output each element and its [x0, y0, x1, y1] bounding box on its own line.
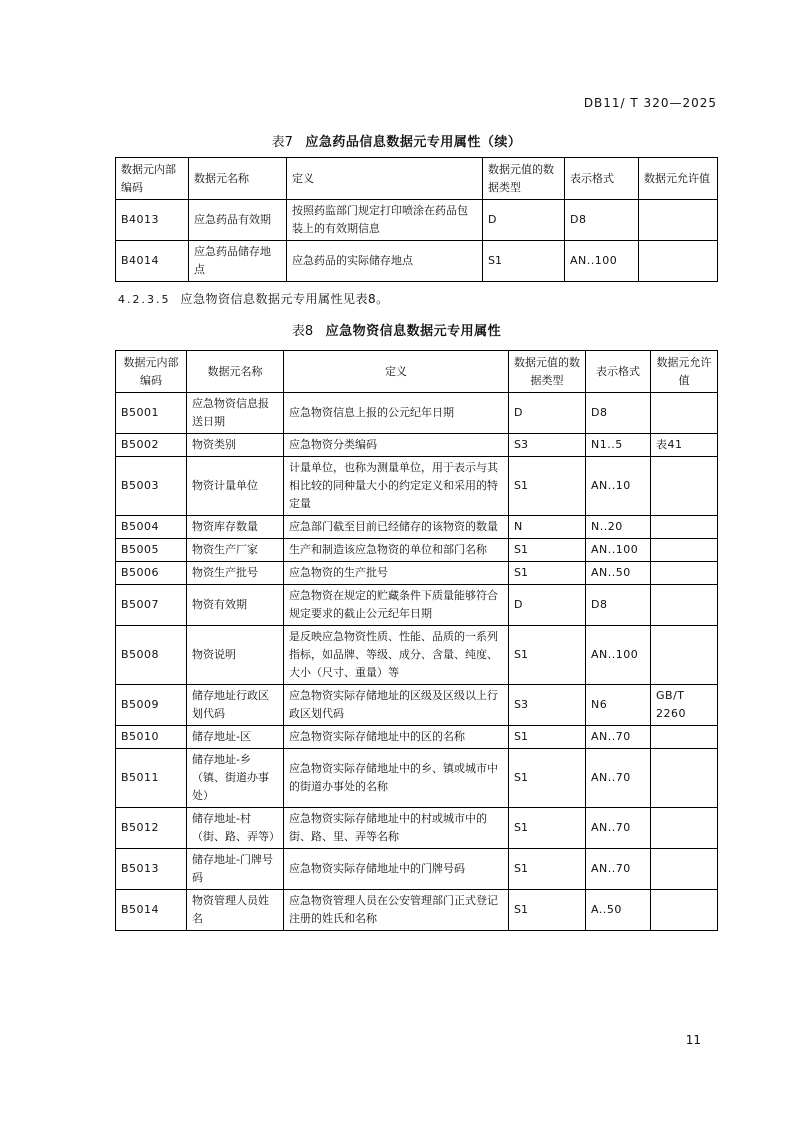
table8-cell-def: 应急部门截至目前已经储存的该物资的数量 [284, 516, 509, 539]
table-row [116, 726, 718, 749]
table7-cell-code: B4014 [116, 241, 189, 282]
table8-cell-type: S1 [509, 749, 586, 808]
table8-cell-def: 是反映应急物资性质、性能、品质的一系列指标，如品牌、等级、成分、含量、纯度、大小（尺寸、重量）等 [284, 626, 509, 685]
table8-cell-def: 应急物资实际存储地址中的乡、镇或城市中的街道办事处的名称 [284, 749, 509, 808]
table8-cell-code: B5005 [116, 539, 187, 562]
table7-caption [0, 131, 793, 150]
table7-column-header: 数据元名称 [189, 158, 287, 200]
table8-cell-code: B5008 [116, 626, 187, 685]
table8-cell-def: 应急物资在规定的贮藏条件下质量能够符合规定要求的截止公元纪年日期 [284, 585, 509, 626]
section-number: 4.2.3.5 [118, 293, 171, 306]
table8-cell-allowed [651, 849, 718, 890]
table8-column-header: 表示格式 [586, 351, 651, 393]
table8-cell-allowed [651, 539, 718, 562]
section-text: 应急物资信息数据元专用属性见表8。 [180, 292, 389, 306]
table7-column-header: 数据元值的数据类型 [483, 158, 565, 200]
table8-cell-type: S1 [509, 539, 586, 562]
table7-column-header: 定义 [287, 158, 483, 200]
table8-cell-def: 应急物资信息上报的公元纪年日期 [284, 393, 509, 434]
table7-header-row [116, 158, 718, 200]
table8-cell-allowed [651, 516, 718, 539]
table8-cell-allowed [651, 585, 718, 626]
table8-cell-name: 物资生产批号 [187, 562, 284, 585]
section-4-2-3-5 [118, 290, 389, 307]
table8-caption [0, 320, 793, 339]
table8-cell-fmt: N6 [586, 685, 651, 726]
table8-cell-code: B5001 [116, 393, 187, 434]
table8-cell-fmt: AN..70 [586, 726, 651, 749]
table-row [116, 749, 718, 808]
table8-cell-code: B5009 [116, 685, 187, 726]
table-row [116, 562, 718, 585]
table8-cell-fmt: AN..70 [586, 849, 651, 890]
table8-cell-allowed: 表41 [651, 434, 718, 457]
table8-cell-def: 应急物资的生产批号 [284, 562, 509, 585]
table8-cell-name: 储存地址-乡（镇、街道办事处） [187, 749, 284, 808]
table8-cell-def: 应急物资分类编码 [284, 434, 509, 457]
table8-cell-fmt: AN..100 [586, 539, 651, 562]
table8-title: 应急物资信息数据元专用属性 [325, 324, 502, 339]
table7-cell-def: 应急药品的实际储存地点 [287, 241, 483, 282]
table8-cell-name: 储存地址-门牌号码 [187, 849, 284, 890]
table8-cell-name: 应急物资信息报送日期 [187, 393, 284, 434]
table8-cell-fmt: AN..10 [586, 457, 651, 516]
table8-cell-def: 生产和制造该应急物资的单位和部门名称 [284, 539, 509, 562]
table7-cell-name: 应急药品有效期 [189, 200, 287, 241]
table7-number: 表7 [271, 135, 293, 150]
table8-cell-type: D [509, 585, 586, 626]
table8-cell-allowed [651, 393, 718, 434]
table-row [116, 393, 718, 434]
table8-cell-type: S1 [509, 562, 586, 585]
table8-cell-def: 应急物资实际存储地址中的门牌号码 [284, 849, 509, 890]
table7-cell-def: 按照药监部门规定打印喷涂在药品包装上的有效期信息 [287, 200, 483, 241]
table8-cell-fmt: N1..5 [586, 434, 651, 457]
table8-cell-name: 储存地址行政区划代码 [187, 685, 284, 726]
table8-cell-name: 储存地址-区 [187, 726, 284, 749]
table8-cell-code: B5014 [116, 890, 187, 931]
table8-cell-def: 应急物资实际存储地址的区级及区级以上行政区划代码 [284, 685, 509, 726]
table8-cell-name: 物资有效期 [187, 585, 284, 626]
table8-header-row [116, 351, 718, 393]
table8-cell-type: N [509, 516, 586, 539]
table8-cell-fmt: AN..70 [586, 749, 651, 808]
table8-cell-allowed [651, 457, 718, 516]
table8-cell-name: 物资类别 [187, 434, 284, 457]
table8-column-header: 数据元内部编码 [116, 351, 187, 393]
table-row [116, 626, 718, 685]
table7-cell-type: S1 [483, 241, 565, 282]
table8-cell-fmt: AN..70 [586, 808, 651, 849]
table8-cell-def: 应急物资管理人员在公安管理部门正式登记注册的姓氏和名称 [284, 890, 509, 931]
table8-cell-type: S1 [509, 849, 586, 890]
table7-cell-type: D [483, 200, 565, 241]
table8-cell-type: S1 [509, 726, 586, 749]
table8-cell-fmt: AN..50 [586, 562, 651, 585]
table8-column-header: 数据元允许值 [651, 351, 718, 393]
table8-cell-name: 物资生产厂家 [187, 539, 284, 562]
table8-cell-code: B5002 [116, 434, 187, 457]
table8-cell-code: B5011 [116, 749, 187, 808]
table-row [116, 434, 718, 457]
table8-cell-name: 物资管理人员姓名 [187, 890, 284, 931]
table8-cell-fmt: AN..100 [586, 626, 651, 685]
table8-cell-allowed [651, 726, 718, 749]
table-row [116, 685, 718, 726]
table7-cell-allowed [639, 241, 718, 282]
table8-cell-allowed: GB/T 2260 [651, 685, 718, 726]
table8-cell-code: B5007 [116, 585, 187, 626]
table8-column-header: 数据元值的数据类型 [509, 351, 586, 393]
table7-column-header: 数据元允许值 [639, 158, 718, 200]
table7 [115, 157, 718, 282]
standard-code: DB11/ T 320—2025 [583, 96, 717, 110]
table8-cell-name: 储存地址-村（街、路、弄等） [187, 808, 284, 849]
table8-cell-fmt: D8 [586, 393, 651, 434]
table7-body [116, 200, 718, 282]
table8-cell-code: B5010 [116, 726, 187, 749]
table8-cell-allowed [651, 890, 718, 931]
table8-body [116, 393, 718, 931]
table7-cell-code: B4013 [116, 200, 189, 241]
table8-cell-allowed [651, 626, 718, 685]
table8-cell-allowed [651, 562, 718, 585]
table-row [116, 539, 718, 562]
table8-header [116, 351, 718, 393]
table-row [116, 457, 718, 516]
table8-cell-allowed [651, 808, 718, 849]
table8-cell-type: S1 [509, 808, 586, 849]
table8-cell-allowed [651, 749, 718, 808]
table7-column-header: 表示格式 [565, 158, 639, 200]
table8-cell-def: 应急物资实际存储地址中的区的名称 [284, 726, 509, 749]
table8-cell-type: S1 [509, 626, 586, 685]
table8-cell-type: S3 [509, 434, 586, 457]
table8-column-header: 数据元名称 [187, 351, 284, 393]
table8-cell-name: 物资库存数量 [187, 516, 284, 539]
table-row [116, 516, 718, 539]
table7-column-header: 数据元内部编码 [116, 158, 189, 200]
table-row [116, 200, 718, 241]
table8-cell-def: 应急物资实际存储地址中的村或城市中的街、路、里、弄等名称 [284, 808, 509, 849]
table-row [116, 849, 718, 890]
table8-cell-type: D [509, 393, 586, 434]
table8-cell-code: B5004 [116, 516, 187, 539]
table8-cell-fmt: D8 [586, 585, 651, 626]
table7-title: 应急药品信息数据元专用属性（续） [305, 135, 522, 150]
table8-cell-type: S3 [509, 685, 586, 726]
table8-number: 表8 [291, 324, 314, 339]
table7-cell-fmt: D8 [565, 200, 639, 241]
table8-column-header: 定义 [284, 351, 509, 393]
table-row [116, 585, 718, 626]
table8 [115, 350, 718, 931]
table8-cell-type: S1 [509, 890, 586, 931]
table8-cell-code: B5013 [116, 849, 187, 890]
table8-cell-name: 物资说明 [187, 626, 284, 685]
table8-cell-fmt: A..50 [586, 890, 651, 931]
table8-cell-def: 计量单位，也称为测量单位，用于表示与其相比较的同种量大小的约定定义和采用的特定量 [284, 457, 509, 516]
table8-cell-fmt: N..20 [586, 516, 651, 539]
table7-cell-name: 应急药品储存地点 [189, 241, 287, 282]
table8-cell-code: B5012 [116, 808, 187, 849]
table8-cell-code: B5006 [116, 562, 187, 585]
table-row [116, 808, 718, 849]
table7-header [116, 158, 718, 200]
table-row [116, 890, 718, 931]
table7-cell-allowed [639, 200, 718, 241]
page-number: 11 [685, 1033, 701, 1047]
table8-cell-name: 物资计量单位 [187, 457, 284, 516]
table7-cell-fmt: AN..100 [565, 241, 639, 282]
table-row [116, 241, 718, 282]
table8-cell-type: S1 [509, 457, 586, 516]
table8-cell-code: B5003 [116, 457, 187, 516]
